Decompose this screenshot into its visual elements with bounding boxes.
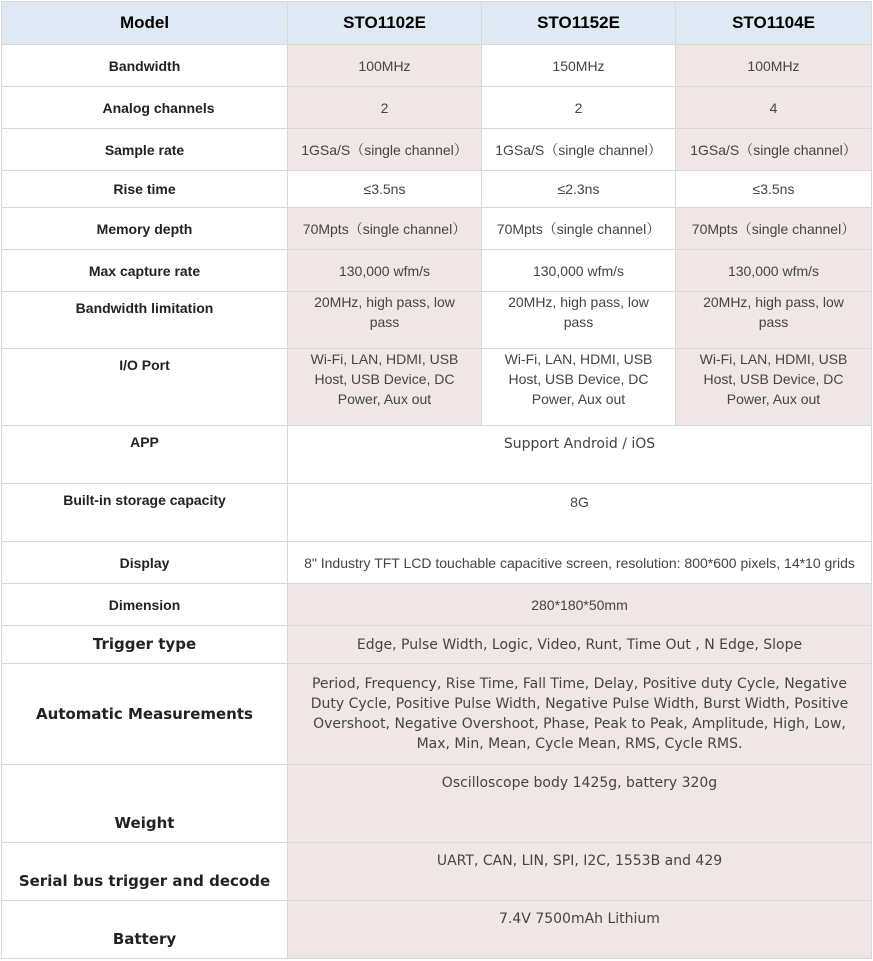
value-io-2: Wi-Fi, LAN, HDMI, USB Host, USB Device, DC Power, Aux out	[482, 349, 676, 426]
value-app: Support Android / iOS	[288, 426, 872, 484]
row-app	[2, 426, 872, 484]
label-battery: Battery	[2, 901, 288, 959]
value-weight: Oscilloscope body 1425g, battery 320g	[288, 765, 872, 843]
value-bwlimit-3: 20MHz, high pass, low pass	[676, 292, 872, 349]
row-sample-rate	[2, 129, 872, 171]
row-serial-bus	[2, 843, 872, 901]
value-bandwidth-2: 150MHz	[482, 45, 676, 87]
value-storage: 8G	[288, 484, 872, 542]
value-bandwidth-1: 100MHz	[288, 45, 482, 87]
value-memory-2: 70Mpts（single channel）	[482, 208, 676, 250]
value-capture-3: 130,000 wfm/s	[676, 250, 872, 292]
value-capture-1: 130,000 wfm/s	[288, 250, 482, 292]
value-battery: 7.4V 7500mAh Lithium	[288, 901, 872, 959]
value-dimension: 280*180*50mm	[288, 584, 872, 626]
value-analog-1: 2	[288, 87, 482, 129]
row-analog-channels	[2, 87, 872, 129]
row-bandwidth-limitation	[2, 292, 872, 349]
label-app: APP	[2, 426, 288, 484]
row-dimension	[2, 584, 872, 626]
label-storage: Built-in storage capacity	[2, 484, 288, 542]
value-sample-3: 1GSa/S（single channel）	[676, 129, 872, 171]
row-weight	[2, 765, 872, 843]
row-display	[2, 542, 872, 584]
label-trigger-type: Trigger type	[2, 626, 288, 664]
header-sto1102e: STO1102E	[288, 2, 482, 45]
value-memory-3: 70Mpts（single channel）	[676, 208, 872, 250]
row-rise-time	[2, 171, 872, 208]
value-bwlimit-1: 20MHz, high pass, low pass	[288, 292, 482, 349]
value-rise-1: ≤3.5ns	[288, 171, 482, 208]
label-memory-depth: Memory depth	[2, 208, 288, 250]
label-display: Display	[2, 542, 288, 584]
value-analog-3: 4	[676, 87, 872, 129]
value-io-1: Wi-Fi, LAN, HDMI, USB Host, USB Device, DC Power, Aux out	[288, 349, 482, 426]
label-dimension: Dimension	[2, 584, 288, 626]
row-storage	[2, 484, 872, 542]
label-rise-time: Rise time	[2, 171, 288, 208]
row-bandwidth	[2, 45, 872, 87]
header-model: Model	[2, 2, 288, 45]
row-trigger-type	[2, 626, 872, 664]
label-bandwidth-limitation: Bandwidth limitation	[2, 292, 288, 349]
value-bandwidth-3: 100MHz	[676, 45, 872, 87]
value-rise-2: ≤2.3ns	[482, 171, 676, 208]
label-analog-channels: Analog channels	[2, 87, 288, 129]
value-sample-2: 1GSa/S（single channel）	[482, 129, 676, 171]
header-sto1104e: STO1104E	[676, 2, 872, 45]
label-weight: Weight	[2, 765, 288, 843]
value-bwlimit-2: 20MHz, high pass, low pass	[482, 292, 676, 349]
value-display: 8" Industry TFT LCD touchable capacitive screen, resolution: 800*600 pixels, 14*10 grids	[288, 542, 872, 584]
value-rise-3: ≤3.5ns	[676, 171, 872, 208]
row-battery	[2, 901, 872, 959]
label-serial-bus: Serial bus trigger and decode	[2, 843, 288, 901]
label-auto-measurements: Automatic Measurements	[2, 664, 288, 765]
value-io-3: Wi-Fi, LAN, HDMI, USB Host, USB Device, DC Power, Aux out	[676, 349, 872, 426]
label-io-port: I/O Port	[2, 349, 288, 426]
label-sample-rate: Sample rate	[2, 129, 288, 171]
row-max-capture-rate	[2, 250, 872, 292]
value-analog-2: 2	[482, 87, 676, 129]
value-memory-1: 70Mpts（single channel）	[288, 208, 482, 250]
value-auto-measurements: Period, Frequency, Rise Time, Fall Time, Delay, Positive duty Cycle, Negative Duty Cycle, Positive Pulse Width, Negative Pulse Width, Burst Width, Positive Overshoot, Negative Overshoot, Phase, Peak to Peak, Amplitude, High, Low, Max, Min, Mean, Cycle Mean, RMS, Cycle RMS.	[288, 664, 872, 765]
row-auto-measurements	[2, 664, 872, 765]
header-sto1152e: STO1152E	[482, 2, 676, 45]
value-sample-1: 1GSa/S（single channel）	[288, 129, 482, 171]
header-row	[2, 2, 872, 45]
row-io-port	[2, 349, 872, 426]
value-trigger-type: Edge, Pulse Width, Logic, Video, Runt, Time Out , N Edge, Slope	[288, 626, 872, 664]
spec-table	[1, 1, 872, 959]
row-memory-depth	[2, 208, 872, 250]
value-capture-2: 130,000 wfm/s	[482, 250, 676, 292]
label-max-capture-rate: Max capture rate	[2, 250, 288, 292]
label-bandwidth: Bandwidth	[2, 45, 288, 87]
value-serial-bus: UART, CAN, LIN, SPI, I2C, 1553B and 429	[288, 843, 872, 901]
